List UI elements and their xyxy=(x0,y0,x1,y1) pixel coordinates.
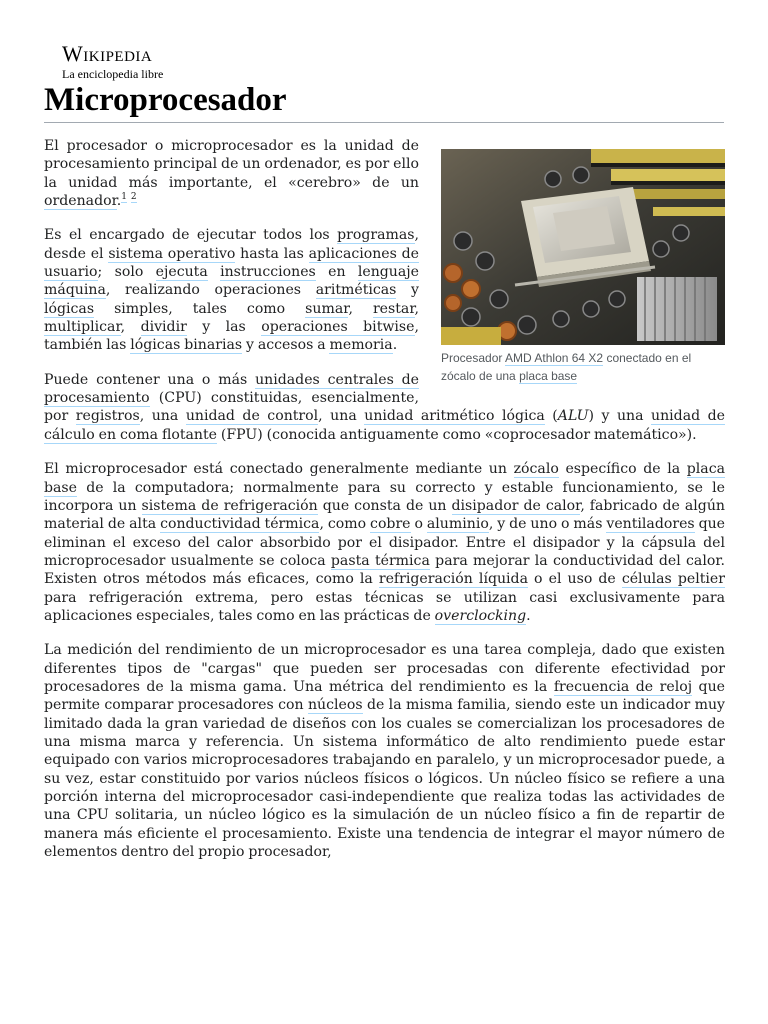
link-amd-athlon-64-x2[interactable]: AMD Athlon 64 X2 xyxy=(505,351,604,365)
figure-thumbnail xyxy=(441,149,725,385)
link-logicas-binarias[interactable]: lógicas binarias xyxy=(130,337,243,354)
ref-link[interactable]: 1 xyxy=(121,192,127,203)
link-frecuencia-de-reloj[interactable]: frecuencia de reloj xyxy=(553,678,693,695)
link-zocalo[interactable]: zócalo xyxy=(513,461,559,478)
link-multiplicar[interactable]: multiplicar xyxy=(44,319,121,336)
ref-link[interactable]: 2 xyxy=(130,192,137,203)
link-aplicaciones-de-usuario[interactable]: aplicaciones de usuario xyxy=(44,245,419,281)
text: para refrigeración extrema, pero estas técnicas se utilizan casi exclusivamente para aplicaciones especiales, tales como en las prácticas de xyxy=(44,589,725,624)
link-ejecuta[interactable]: ejecuta xyxy=(155,264,208,281)
link-nucleos[interactable]: núcleos xyxy=(307,697,363,714)
link-conductividad-termica[interactable]: conductividad térmica xyxy=(160,516,320,533)
text: , xyxy=(414,300,419,317)
text: , fabricado de algún material de alta xyxy=(44,497,725,533)
text: que permite comparar procesadores con xyxy=(44,678,726,714)
text xyxy=(208,264,220,280)
article-body xyxy=(44,137,725,877)
link-sumar[interactable]: sumar xyxy=(305,300,349,317)
text: y xyxy=(396,282,420,299)
link-registros[interactable]: registros xyxy=(75,408,140,425)
link-restar[interactable]: restar xyxy=(372,300,415,317)
link-refrigeracion-liquida[interactable]: refrigeración líquida xyxy=(378,571,528,588)
link-instrucciones[interactable]: instrucciones xyxy=(220,264,316,281)
text: . xyxy=(392,337,398,354)
link-sistema-de-refrigeracion[interactable]: sistema de refrigeración xyxy=(141,497,318,514)
link-programas[interactable]: programas xyxy=(337,227,415,244)
text: , como xyxy=(319,516,371,533)
ref-2[interactable] xyxy=(131,192,137,203)
processor-photo[interactable] xyxy=(441,149,725,345)
link-cobre[interactable]: cobre xyxy=(370,516,411,533)
link-memoria[interactable]: memoria xyxy=(329,337,393,354)
text: que eliminan el exceso del calor absorbido por el disipador. Entre el disipador y la cápsula del microprocesador usualmente se coloca xyxy=(44,516,726,569)
text: , y de uno o más xyxy=(488,516,607,533)
text: , xyxy=(348,300,373,317)
text: de la computadora; normalmente para su correcto y estable funcionamiento, se le incorpora un xyxy=(44,479,725,514)
text: o xyxy=(410,516,427,533)
link-unidades-centrales-de-procesamiento[interactable]: unidades centrales de procesamiento xyxy=(44,371,419,407)
alu-abbr: ALU xyxy=(557,408,589,425)
link-ordenador[interactable]: ordenador xyxy=(44,193,117,210)
caption-text: conectado en el zócalo de una xyxy=(441,351,692,383)
link-disipador-de-calor[interactable]: disipador de calor xyxy=(451,497,581,514)
link-celulas-peltier[interactable]: células peltier xyxy=(621,571,725,588)
wikipedia-logo[interactable] xyxy=(62,42,192,81)
figure-caption xyxy=(441,349,725,385)
article-title: Microprocesador xyxy=(44,80,724,123)
link-overclocking[interactable] xyxy=(435,608,526,625)
link-unidad-de-calculo-en-coma-flotante[interactable]: unidad de cálculo en coma flotante xyxy=(44,408,726,443)
caption-text: Procesador xyxy=(441,351,506,365)
overclocking-term: overclocking xyxy=(434,607,527,624)
text: La medición del rendimiento de un microprocesador es una tarea compleja, dado que existen diferentes tipos de "cargas" que pueden ser procesadas con diferente efectividad por procesadores de la misma gama. Una métrica del rendimiento es la xyxy=(44,642,725,695)
text: específico de la xyxy=(558,461,687,478)
logo-wordmark: Wikipedia xyxy=(62,41,153,66)
link-aluminio[interactable]: aluminio xyxy=(426,516,489,533)
text: , una xyxy=(139,408,186,425)
link-pasta-termica[interactable]: pasta térmica xyxy=(330,552,430,569)
text: (CPU) constituidas, esencialmente, por xyxy=(44,390,419,425)
link-unidad-de-control[interactable]: unidad de control xyxy=(185,408,319,425)
link-placa-base[interactable]: placa base xyxy=(519,369,578,383)
link-dividir[interactable]: dividir xyxy=(140,319,187,336)
text: , también las xyxy=(44,319,419,354)
link-aritmeticas[interactable]: aritméticas xyxy=(315,282,397,299)
text: o el uso de xyxy=(527,571,622,588)
text: , realizando operaciones xyxy=(105,282,316,299)
text: . xyxy=(526,607,531,624)
link-placa-base[interactable]: placa base xyxy=(44,461,725,496)
text: ; solo xyxy=(97,264,156,281)
text: ) y una xyxy=(588,408,652,425)
text: Es el encargado de ejecutar todos los xyxy=(44,227,338,244)
text: El microprocesador está conectado generalmente mediante un xyxy=(44,461,514,478)
text: de la misma familia, siendo este un indicador muy limitado dada la gran variedad de diseños con los cuales se comercializan los procesadores de una misma marca y referencia. Un sistema informático de alto rendimiento puede estar equipado con varios microprocesadores trabajando en paralelo, y un microprocesador puede, a su vez, estar constituido por varios núcleos físicos o lógicos. Un núcleo físico se refiere a una porción interna del microprocesador casi-independiente que realiza todas las actividades de una CPU solitaria, un núcleo lógico es la simulación de un núcleo físico a fin de repartir de manera más eficiente el procesamiento. Existe una tendencia de integrar el mayor número de elementos dentro del propio procesador, xyxy=(44,697,725,861)
link-lenguaje-maquina[interactable]: lenguaje máquina xyxy=(44,264,419,299)
paragraph-5 xyxy=(44,641,725,861)
text: (FPU) (conocida antiguamente como «coprocesador matemático»). xyxy=(217,426,697,443)
text: para mejorar la conductividad del calor. Existen otros métodos más eficaces, como la xyxy=(44,552,725,588)
text: ( xyxy=(544,408,558,425)
text: simples, tales como xyxy=(94,300,306,317)
text: Puede contener una o más xyxy=(44,371,256,388)
text: . xyxy=(116,193,122,210)
link-sistema-operativo[interactable]: sistema operativo xyxy=(108,245,236,262)
link-ventiladores[interactable]: ventiladores xyxy=(606,516,695,533)
text: , xyxy=(120,319,141,336)
paragraph-4 xyxy=(44,460,725,625)
text: que consta de un xyxy=(317,497,452,514)
text: en xyxy=(315,264,358,281)
link-unidad-aritmetico-logica[interactable]: unidad aritmético lógica xyxy=(364,408,545,425)
ref-1[interactable] xyxy=(121,192,127,203)
logo-tagline: La enciclopedia libre xyxy=(62,67,164,81)
link-operaciones-bitwise[interactable]: operaciones bitwise xyxy=(261,319,415,336)
text: , desde el xyxy=(44,227,419,262)
text: y las xyxy=(186,319,262,336)
text: , una xyxy=(318,408,365,425)
link-logicas[interactable]: lógicas xyxy=(44,300,95,317)
text: El procesador o microprocesador es la unidad de procesamiento principal de un ordenador, es por ello la unidad más importante, el «cerebro» de un xyxy=(44,138,419,191)
text: hasta las xyxy=(235,245,309,262)
text: y accesos a xyxy=(242,337,330,354)
